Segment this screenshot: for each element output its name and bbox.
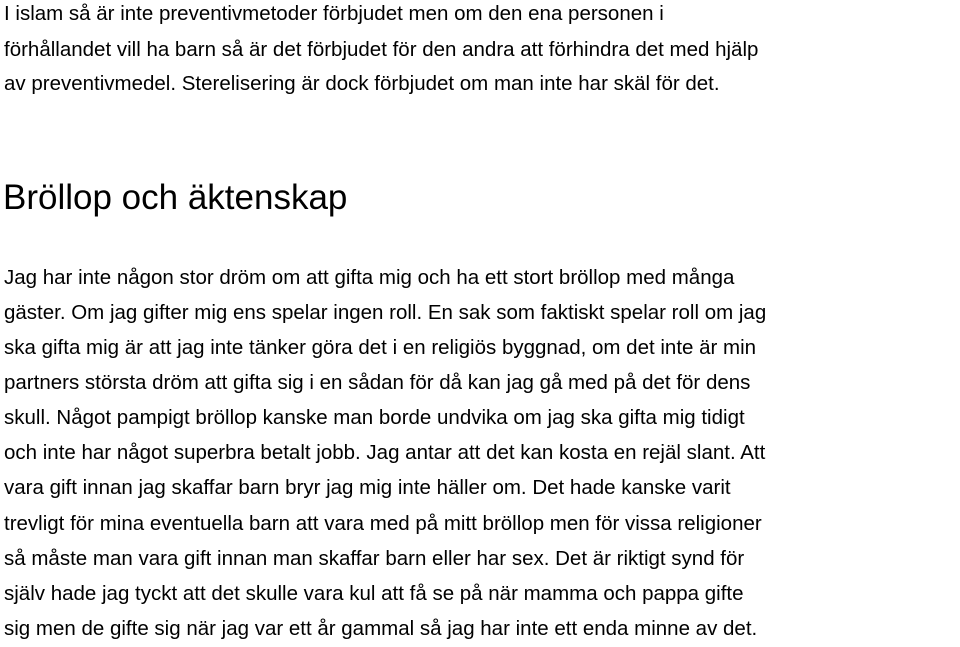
intro-line: av preventivmedel. Sterelisering är dock förbjudet om man inte har skäl för det. — [4, 72, 720, 95]
body-line: själv hade jag tyckt att det skulle vara kul att få se på när mamma och pappa gifte — [4, 582, 744, 605]
body-line: partners största dröm att gifta sig i en sådan för då kan jag gå med på det för dens — [4, 371, 751, 394]
body-line: Jag har inte någon stor dröm om att gifta mig och ha ett stort bröllop med många — [4, 266, 735, 289]
body-line: gäster. Om jag gifter mig ens spelar ingen roll. En sak som faktiskt spelar roll om jag — [4, 301, 767, 324]
body-line: vara gift innan jag skaffar barn bryr jag mig inte häller om. Det hade kanske varit — [4, 476, 731, 499]
intro-line: I islam så är inte preventivmetoder förbjudet men om den ena personen i — [4, 2, 664, 25]
body-line: så måste man vara gift innan man skaffar barn eller har sex. Det är riktigt synd för — [4, 547, 745, 570]
body-line: och inte har något superbra betalt jobb. Jag antar att det kan kosta en rejäl slant. Att — [4, 441, 766, 464]
intro-line: förhållandet vill ha barn så är det förbjudet för den andra att förhindra det med hjälp — [4, 38, 759, 61]
body-line: trevligt för mina eventuella barn att vara med på mitt bröllop men för vissa religioner — [4, 512, 762, 535]
body-line: skull. Något pampigt bröllop kanske man borde undvika om jag ska gifta mig tidigt — [4, 406, 745, 429]
body-line: ska gifta mig är att jag inte tänker göra det i en religiös byggnad, om det inte är min — [4, 336, 757, 359]
body-line: sig men de gifte sig när jag var ett år gammal så jag har inte ett enda minne av det. — [4, 617, 758, 640]
section-heading: Bröllop och äktenskap — [3, 178, 348, 217]
